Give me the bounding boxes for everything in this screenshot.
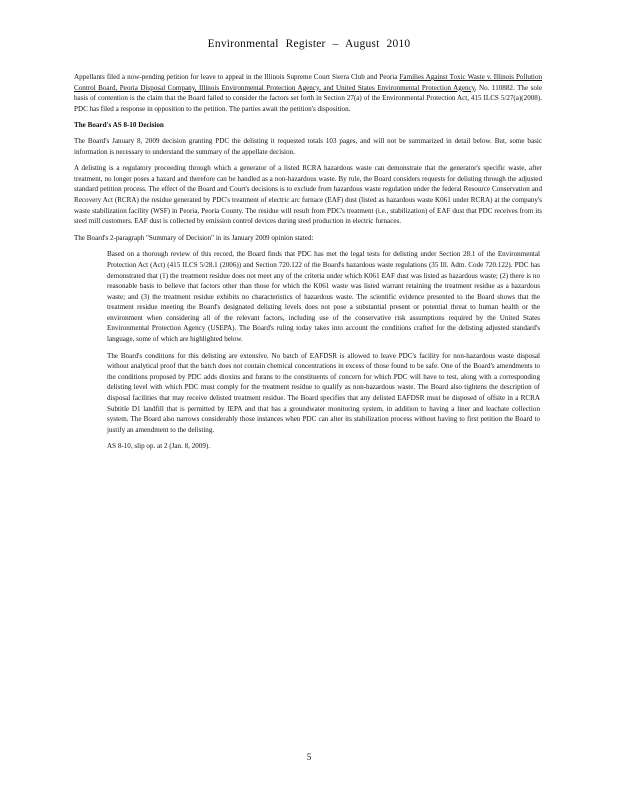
page-number: 5 [306,752,312,762]
quote-paragraph: The Board's conditions for this delisting are extensive. No batch of EAFDSR is allowed to leave PDC's facility for non-hazardous waste disposal without analytical proof that the batch does not contain chemical concentrations in excess of those found to be safe. One of the Board's amendments to the conditions proposed by PDC adds dioxins and furans to the constituents of concern for which PDC will have to test, along with a corresponding delisting level with which PDC must comply for the treatment residue to qualify as non-hazardous waste. The Board also tightens the description of disposal facilities that may receive delisted treatment residue. The Board specifies that any delisted EAFDSR must be disposed of offsite in a RCRA Subtitle D1 landfill that is permitted by IEPA and that has a groundwater monitoring system, in addition to having a liner and leachate collection system. The Board also narrows considerably those instances when PDC can alter its stabilization process without having to first petition the Board to justify an amendment to the delisting. [107,351,540,434]
paragraph-summary-lead: The Board's 2-paragraph "Summary of Decision" in its January 2009 opinion stated: [74,233,314,242]
quote-citation: AS 8-10, slip op. at 2 (Jan. 8, 2009). [107,442,211,451]
paragraph-text: Appellants filed a now-pending petition for leave to appeal in the Illinois Supreme Court Sierra Club and Peoria [74,73,400,81]
paragraph-delisting-explanation: A delisting is a regulatory proceeding through which a generator of a listed RCRA hazardous waste can demonstrate that the generator's specific waste, after treatment, no longer poses a hazard and therefore can be handled as a non-hazardous waste. By rule, the Board considers requests for delisting through the adjusted standard petition process. The effect of the Board and Court's decisions is to exclude from hazardous waste regulation under the federal Resource Conservation and Recovery Act (RCRA) the residue generated by PDC's treatment of electric arc furnace (EAF) dust (listed as hazardous waste K061 under RCRA) at the company's waste stabilization facility (WSF) in Peoria, Peoria County. The residue will result from PDC's treatment (i.e., stabilization) of EAF dust that PDC receives from its steel mill customers. EAF dust is collected by emission control devices during steel production in electric furnaces. [74,164,542,226]
case-caption: Families Against Toxic Waste v. Illinois Pollution Control Board, Peoria Disposal Company, Illinois Environmental Protection Agency, and United States Environmental Protection Agency [74,73,542,92]
paragraph-text: , No. 110882. The sole basis of contention is the claim that the Board failed to consider the factors set forth in Section 27(a) of the Environmental Protection Act, 415 ILCS 5/27(a)(2008). PDC has filed a response in opposition to the petition. The parties await the petition's disposition. [74,83,542,113]
block-quote [107,249,540,452]
quote-paragraph: Based on a thorough review of this record, the Board finds that PDC has met the legal tests for delisting under Section 28.1 of the Environmental Protection Act (Act) (415 ILCS 5/28.1 (2006)) and Section 720.122 of the Board's hazardous waste regulations (35 Ill. Adm. Code 720.122). PDC has demonstrated that (1) the treatment residue does not meet any of the criteria under which K061 EAF dust was listed as hazardous waste; (2) there is no reasonable basis to believe that factors other than those for which the K061 waste was listed warrant retaining the treatment residue as a hazardous waste; and (3) the treatment residue exhibits no characteristics of hazardous waste. The scientific evidence presented to the Board shows that the treatment residue meeting the Board's designated delisting levels does not pose a substantial present or potential threat to human health or the environment when considering all of the relevant factors, including use of the conservative risk assumptions required by the United States Environmental Protection Agency (USEPA). The Board's ruling today takes into account the conditions crafted for the delisting adjusted standard's language, some of which are highlighted below. [107,250,540,344]
paragraph-appeal-status [74,72,542,114]
section-heading: The Board's AS 8-10 Decision [74,121,164,130]
running-header: Environmental Register – August 2010 [207,38,411,50]
paragraph-decision-intro: The Board's January 8, 2009 decision granting PDC the delisting it requested totals 103 pages, and will not be summarized in detail below. But, some basic information is necessary to understand the summary of the appellate decision. [74,136,542,156]
document-body [74,72,542,458]
